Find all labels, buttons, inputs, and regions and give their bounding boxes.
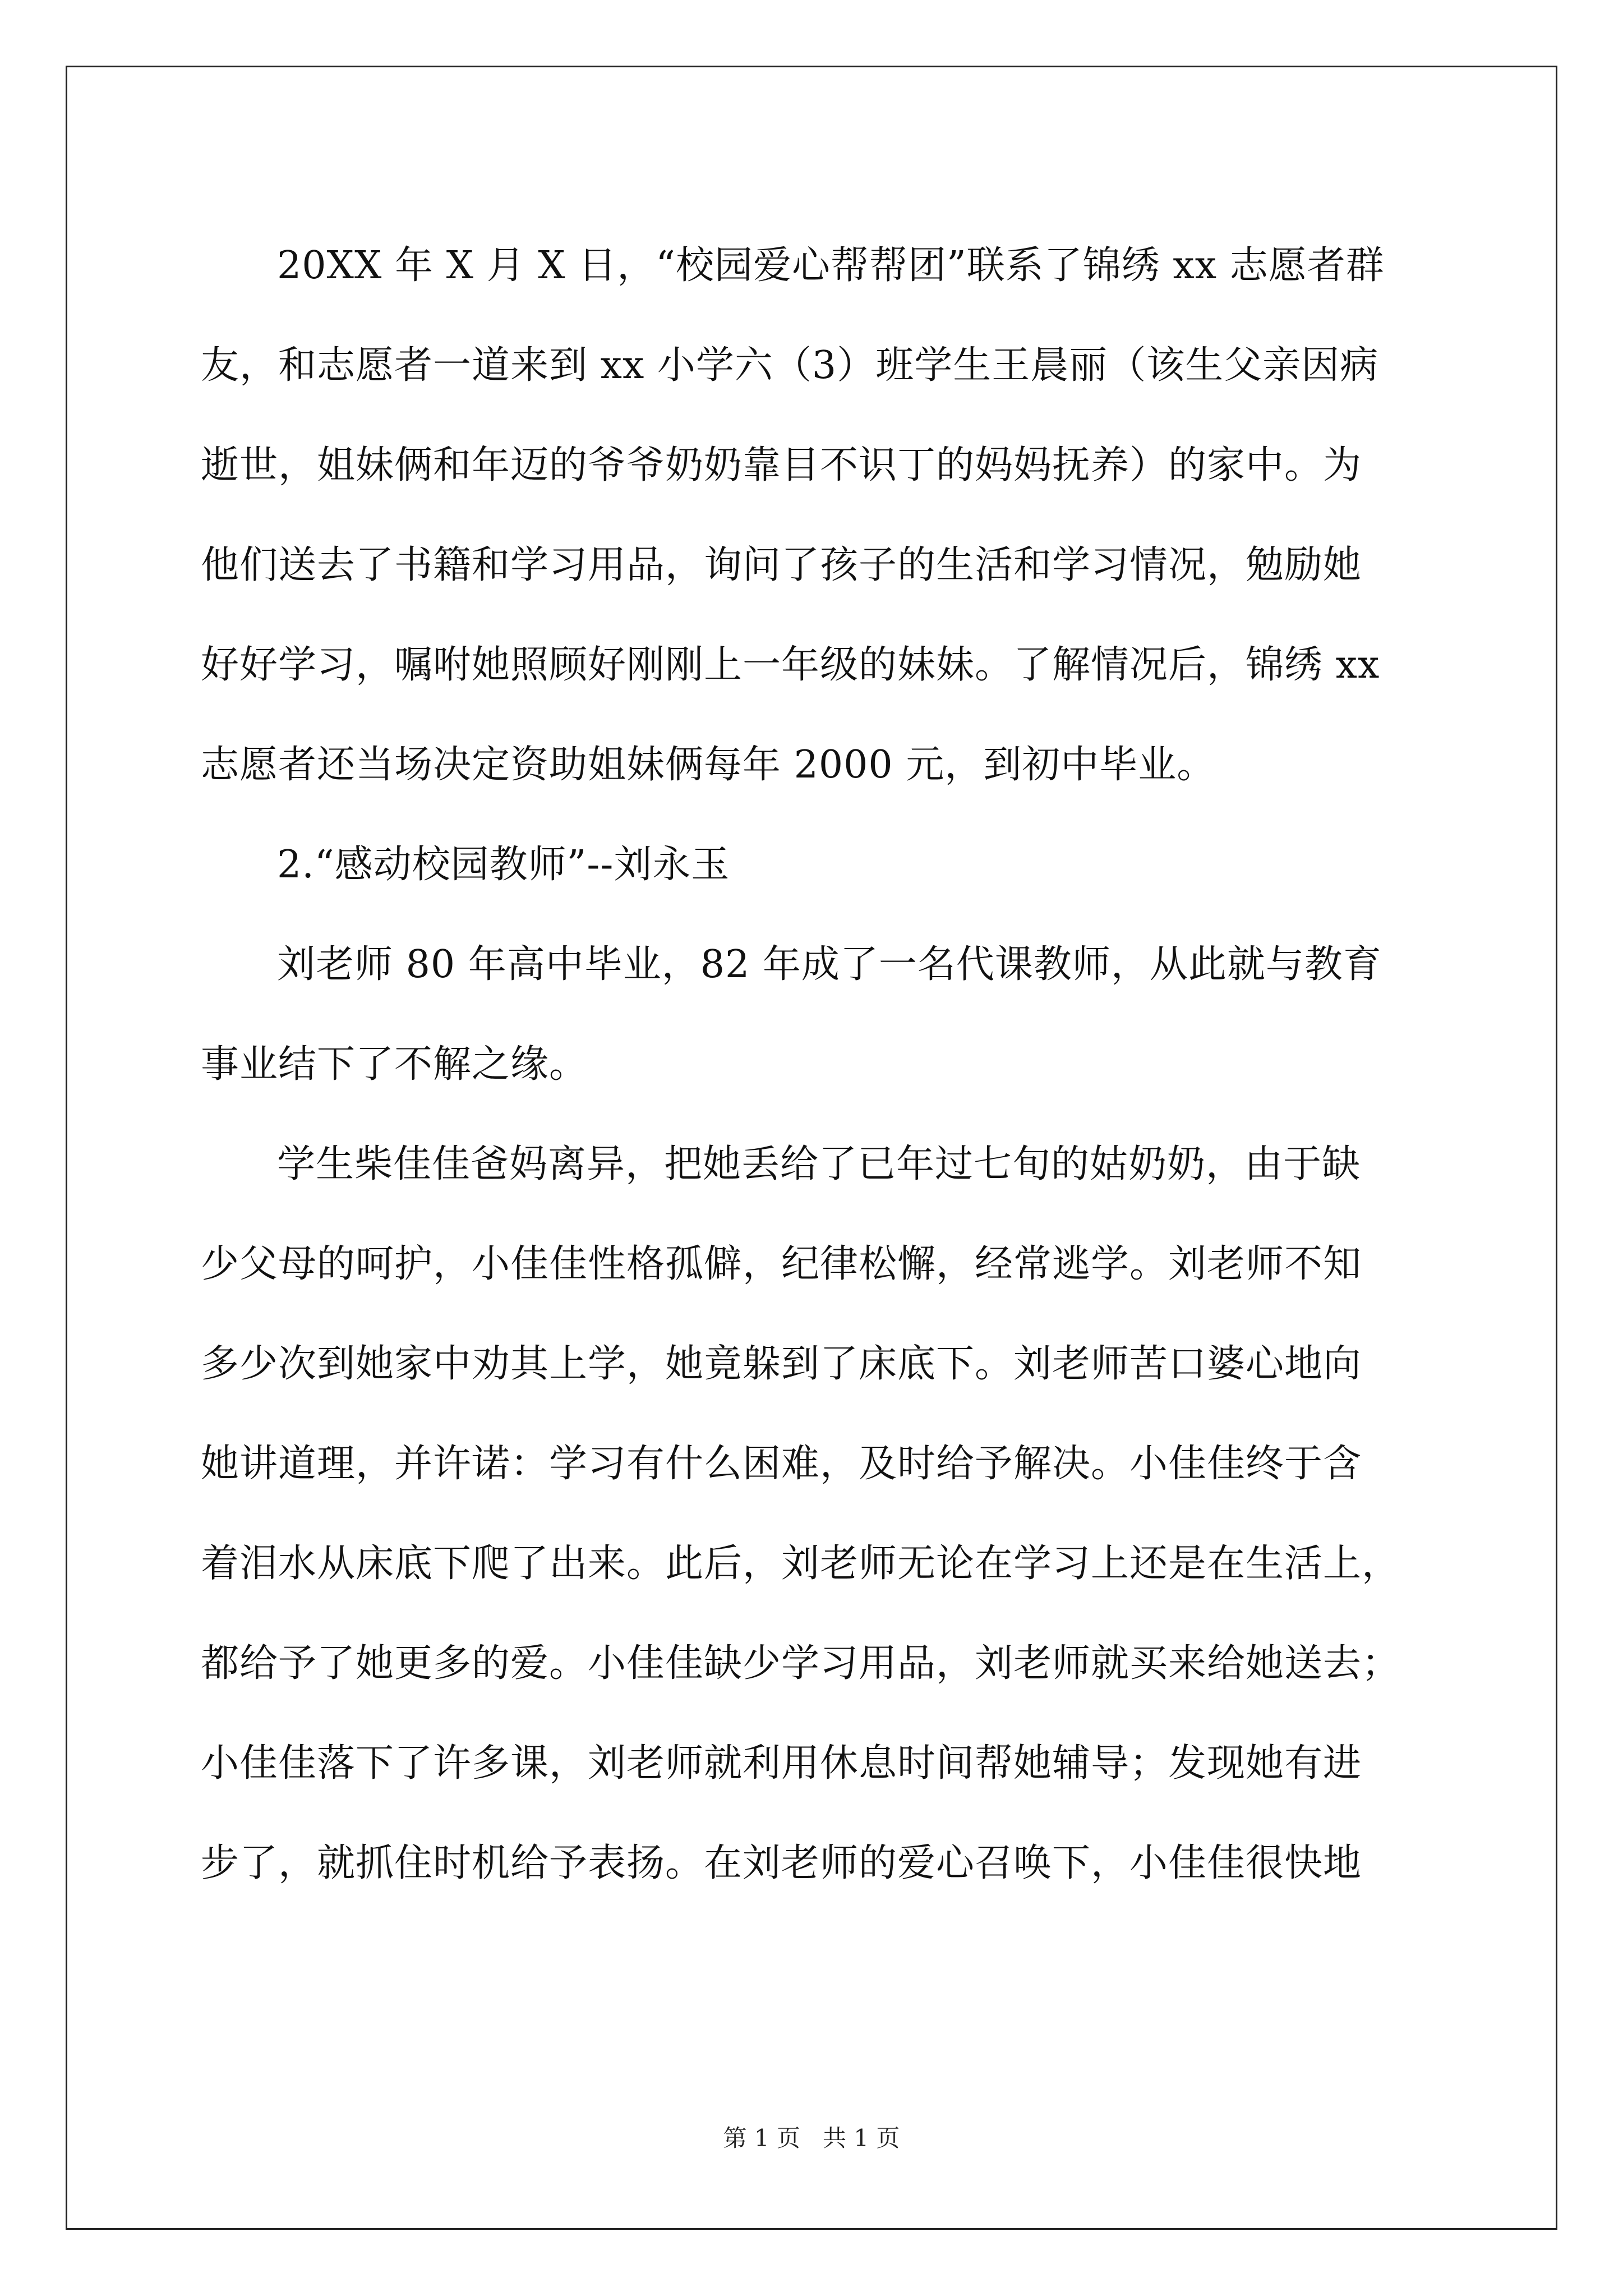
paragraph-line: 他们送去了书籍和学习用品，询问了孩子的生活和学习情况，勉励她 <box>201 543 1362 587</box>
paragraph-line: 事业结下了不解之缘。 <box>201 1042 588 1087</box>
paragraph-line: 多少次到她家中劝其上学，她竟躲到了床底下。刘老师苦口婆心地向 <box>201 1342 1362 1386</box>
paragraph-line: 她讲道理，并许诺：学习有什么困难，及时给予解决。小佳佳终于含 <box>201 1442 1362 1486</box>
document-body <box>201 216 1435 1913</box>
page-number: 第 1 页 <box>723 2124 800 2152</box>
paragraph-line: 着泪水从床底下爬了出来。此后，刘老师无论在学习上还是在生活上， <box>201 1542 1401 1586</box>
paragraph-line: 好好学习，嘱咐她照顾好刚刚上一年级的妹妹。了解情况后，锦绣 xx <box>201 643 1380 687</box>
paragraph-line: 小佳佳落下了许多课，刘老师就利用休息时间帮她辅导；发现她有进 <box>201 1741 1362 1786</box>
paragraph-line: 20XX 年 X 月 X 日，“校园爱心帮帮团”联系了锦绣 xx 志愿者群 <box>277 243 1385 288</box>
paragraph-line: 逝世，姐妹俩和年迈的爷爷奶奶靠目不识丁的妈妈抚养）的家中。为 <box>201 443 1362 487</box>
section-heading: 2.“感动校园教师”--刘永玉 <box>277 843 730 887</box>
paragraph-line: 学生柴佳佳爸妈离异，把她丢给了已年过七旬的姑奶奶，由于缺 <box>277 1142 1361 1186</box>
total-pages: 共 1 页 <box>823 2124 900 2152</box>
paragraph-line: 少父母的呵护，小佳佳性格孤僻，纪律松懈，经常逃学。刘老师不知 <box>201 1242 1362 1286</box>
page-footer <box>0 2122 1623 2155</box>
paragraph-line: 刘老师 80 年高中毕业，82 年成了一名代课教师，从此就与教育 <box>277 942 1382 987</box>
paragraph-line: 步了，就抓住时机给予表扬。在刘老师的爱心召唤下，小佳佳很快地 <box>201 1841 1362 1885</box>
paragraph-line: 都给予了她更多的爱。小佳佳缺少学习用品，刘老师就买来给她送去； <box>201 1641 1401 1686</box>
paragraph-line: 志愿者还当场决定资助姐妹俩每年 2000 元，到初中毕业。 <box>201 743 1216 787</box>
paragraph-line: 友，和志愿者一道来到 xx 小学六（3）班学生王晨丽（该生父亲因病 <box>201 343 1379 388</box>
